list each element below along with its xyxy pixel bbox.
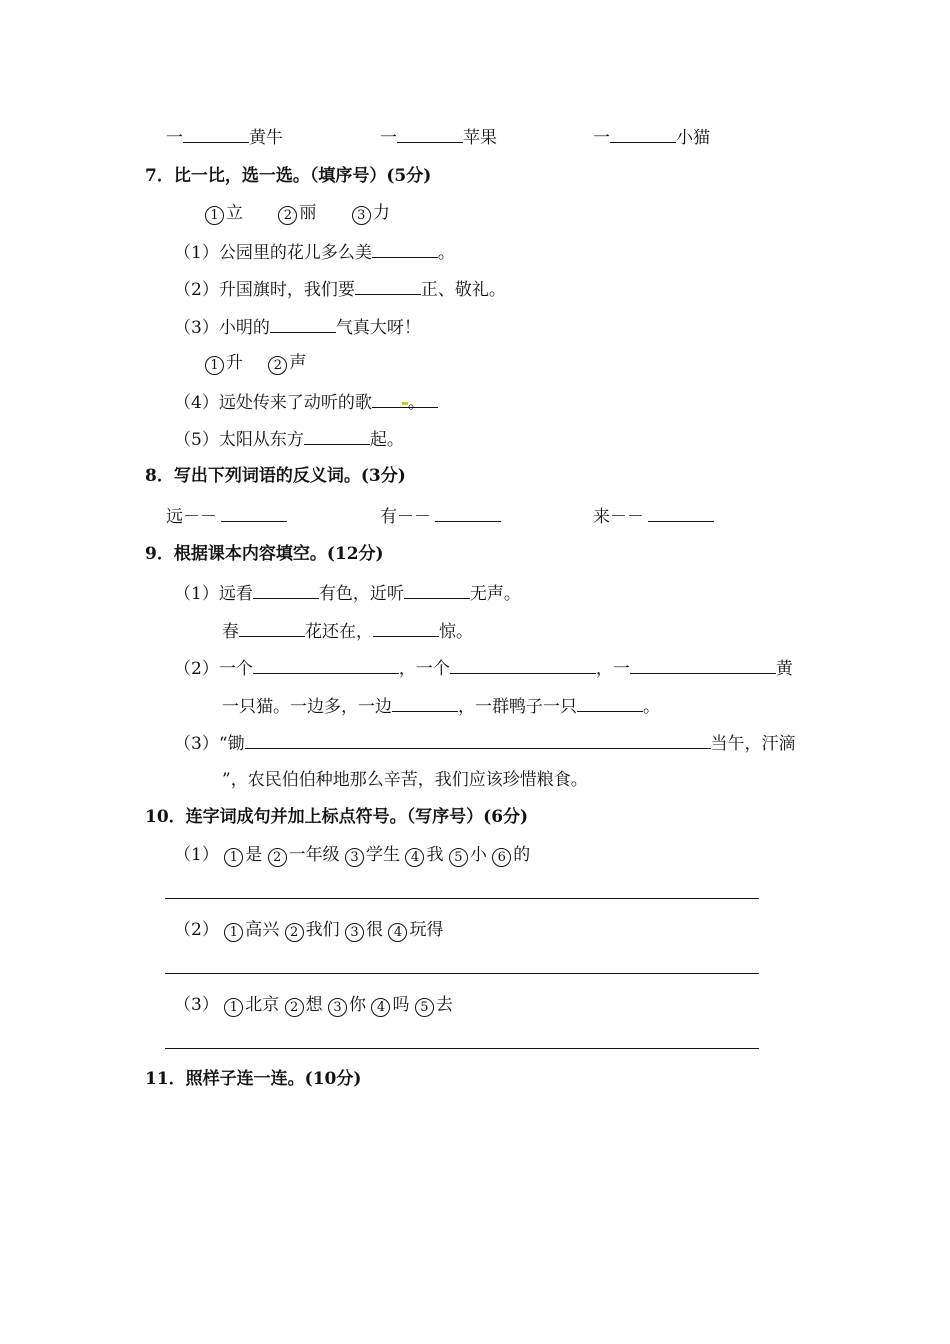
q9-line-5: （3）“锄 当午，汗滴 xyxy=(174,730,796,756)
top-row-item-1: 一 黄牛 xyxy=(166,124,283,150)
blank[interactable] xyxy=(183,124,249,143)
blank[interactable] xyxy=(577,693,643,712)
q7-item-4: （4）远处传来了动听的歌 。 xyxy=(174,389,425,415)
q7-item-1: （1）公园里的花儿多么美 。 xyxy=(174,239,455,265)
blank[interactable] xyxy=(253,580,319,599)
q9-line-2: 春 花还在， 惊。 xyxy=(222,618,473,644)
top-row-item-2: 一 苹果 xyxy=(380,124,497,150)
q10-item-1: （1） 1 是 2 一年级 3 学生 4 我 5 小 6 的 xyxy=(174,845,531,865)
q7-item-2: （2）升国旗时，我们要 正、敬礼。 xyxy=(174,276,506,302)
blank[interactable] xyxy=(648,503,714,522)
q7-options-b: 1 升 2 声 xyxy=(205,351,336,375)
question-7-title: 7．比一比，选一选。（填序号）(5分) xyxy=(145,166,432,186)
q10-item-2: （2） 1 高兴 2 我们 3 很 4 玩得 xyxy=(174,920,444,940)
q8-word-3: 来－－ xyxy=(593,503,714,529)
question-8-title: 8．写出下列词语的反义词。(3分) xyxy=(145,466,406,486)
blank[interactable] xyxy=(630,655,776,674)
blank[interactable] xyxy=(450,655,596,674)
blank[interactable] xyxy=(239,618,305,637)
q7-item-3: （3）小明的 气真大呀！ xyxy=(174,314,421,340)
blank[interactable] xyxy=(253,655,399,674)
blank[interactable] xyxy=(372,239,438,258)
question-11-title: 11．照样子连一连。(10分) xyxy=(145,1069,362,1089)
highlight-mark xyxy=(402,402,408,405)
blank[interactable] xyxy=(304,426,370,445)
blank[interactable] xyxy=(397,124,463,143)
answer-line-1[interactable] xyxy=(165,898,759,899)
q10-item-3: （3） 1 北京 2 想 3 你 4 吗 5 去 xyxy=(174,995,453,1015)
blank[interactable] xyxy=(355,276,421,295)
blank[interactable] xyxy=(392,693,458,712)
blank[interactable] xyxy=(404,580,470,599)
blank[interactable] xyxy=(270,314,336,333)
q7-options-a: 1 立 2 丽 3 力 xyxy=(205,201,420,225)
q9-line-1: （1）远看 有色，近听 无声。 xyxy=(174,580,521,606)
question-9-title: 9．根据课本内容填空。(12分) xyxy=(145,544,384,564)
blank[interactable] xyxy=(435,503,501,522)
blank[interactable] xyxy=(221,503,287,522)
question-10-title: 10．连字词成句并加上标点符号。（写序号）(6分) xyxy=(145,807,529,827)
answer-line-2[interactable] xyxy=(165,973,759,974)
q9-line-3: （2）一个 ，一个 ，一 黄 xyxy=(174,655,793,681)
blank[interactable] xyxy=(245,730,711,749)
q8-word-1: 远－－ xyxy=(166,503,287,529)
q7-item-5: （5）太阳从东方 起。 xyxy=(174,426,404,452)
blank[interactable] xyxy=(610,124,676,143)
answer-line-3[interactable] xyxy=(165,1048,759,1049)
blank[interactable] xyxy=(372,389,438,408)
q8-word-2: 有－－ xyxy=(380,503,501,529)
q9-line-6: ”，农民伯伯种地那么辛苦，我们应该珍惜粮食。 xyxy=(222,770,588,790)
blank[interactable] xyxy=(373,618,439,637)
top-row-item-3: 一 小猫 xyxy=(593,124,710,150)
q9-line-4: 一只猫。一边多，一边 ，一群鸭子一只 。 xyxy=(222,693,660,719)
